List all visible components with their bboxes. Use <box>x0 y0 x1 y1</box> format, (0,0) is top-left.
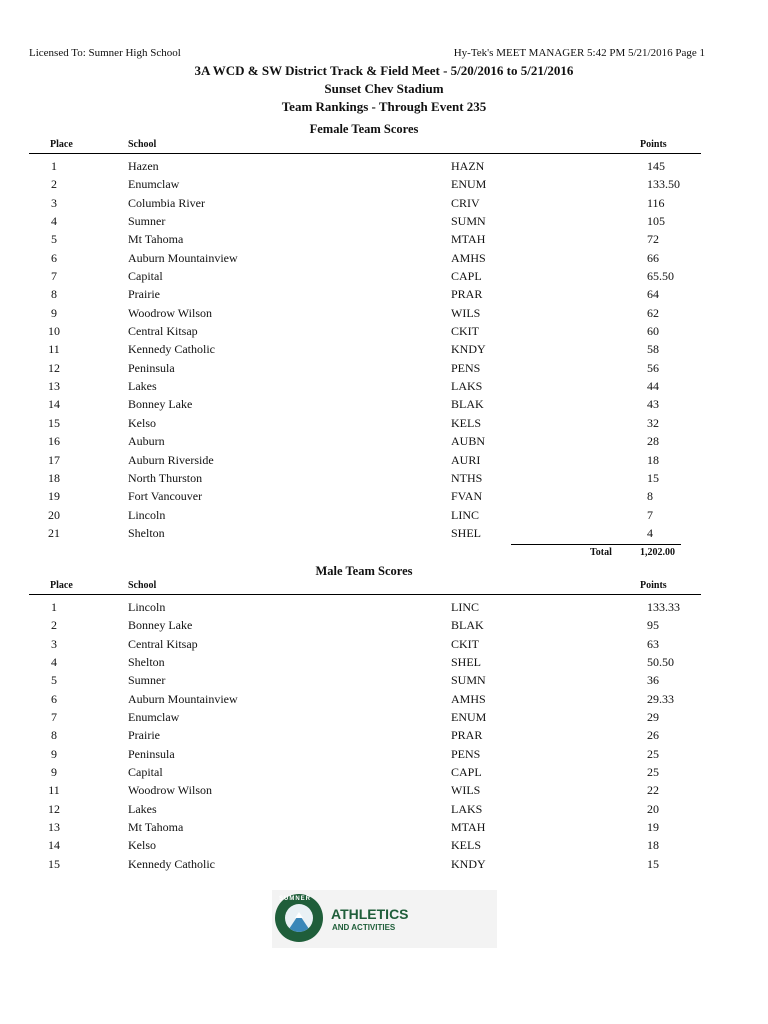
mountain-icon <box>285 904 313 932</box>
points-cell: 29 <box>647 710 659 725</box>
school-cell: Woodrow Wilson <box>128 783 212 798</box>
place-cell: 14 <box>48 838 60 853</box>
place-cell: 18 <box>48 470 60 485</box>
points-cell: 65.50 <box>647 269 674 284</box>
place-header: Place <box>50 139 73 150</box>
school-cell: Auburn Riverside <box>128 452 214 467</box>
code-cell: CAPL <box>451 765 482 780</box>
table-row <box>29 690 701 708</box>
school-cell: Lincoln <box>128 507 166 522</box>
code-cell: CAPL <box>451 269 482 284</box>
place-cell: 21 <box>48 525 60 540</box>
points-header: Points <box>640 580 667 591</box>
points-cell: 63 <box>647 636 659 651</box>
table-row <box>29 635 701 653</box>
code-cell: KNDY <box>451 856 486 871</box>
male-column-header <box>29 580 701 595</box>
table-row <box>29 616 701 634</box>
code-cell: SUMN <box>451 214 486 229</box>
place-cell: 12 <box>48 360 60 375</box>
table-row <box>29 726 701 744</box>
school-cell: North Thurston <box>128 470 203 485</box>
points-cell: 116 <box>647 195 665 210</box>
school-cell: Bonney Lake <box>128 397 193 412</box>
code-cell: LAKS <box>451 801 483 816</box>
code-cell: WILS <box>451 783 481 798</box>
school-cell: Prairie <box>128 728 160 743</box>
place-cell: 2 <box>51 618 57 633</box>
code-cell: FVAN <box>451 489 483 504</box>
school-cell: Woodrow Wilson <box>128 305 212 320</box>
points-cell: 133.50 <box>647 177 680 192</box>
school-cell: Capital <box>128 269 163 284</box>
place-cell: 15 <box>48 415 60 430</box>
code-cell: SHEL <box>451 525 481 540</box>
table-row <box>29 377 701 395</box>
school-cell: Hazen <box>128 159 159 173</box>
table-row <box>29 395 701 413</box>
report-title: Team Rankings - Through Event 235 <box>281 99 487 114</box>
total-value: 1,202.00 <box>640 547 675 558</box>
place-cell: 5 <box>51 673 57 688</box>
male-rows <box>29 598 701 873</box>
school-cell: Mt Tahoma <box>128 820 184 835</box>
school-cell: Auburn Mountainview <box>128 250 238 265</box>
place-cell: 7 <box>51 269 57 284</box>
female-column-header <box>29 139 701 154</box>
venue-title: Sunset Chev Stadium <box>324 81 444 96</box>
code-cell: CKIT <box>451 324 479 339</box>
school-cell: Kennedy Catholic <box>128 856 215 871</box>
logo-ring-text: SUMNER <box>279 896 312 902</box>
points-cell: 25 <box>647 746 659 761</box>
school-cell: Peninsula <box>128 746 175 761</box>
points-cell: 60 <box>647 324 659 339</box>
place-cell: 13 <box>48 379 60 394</box>
code-cell: SHEL <box>451 655 481 670</box>
place-cell: 6 <box>51 691 57 706</box>
school-cell: Lakes <box>128 379 157 394</box>
logo-sub-text: AND ACTIVITIES <box>332 923 396 932</box>
place-cell: 15 <box>48 856 60 871</box>
place-cell: 11 <box>48 342 60 357</box>
place-cell: 2 <box>51 177 57 192</box>
points-cell: 56 <box>647 360 659 375</box>
school-cell: Enumclaw <box>128 710 180 725</box>
code-cell: BLAK <box>451 618 484 633</box>
code-cell: MTAH <box>451 232 486 247</box>
points-cell: 8 <box>647 489 653 504</box>
male-section-title: Male Team Scores <box>315 564 413 578</box>
code-cell: HAZN <box>451 159 485 173</box>
table-row <box>29 745 701 763</box>
code-cell: WILS <box>451 305 481 320</box>
table-row <box>29 818 701 836</box>
place-cell: 9 <box>51 746 57 761</box>
points-cell: 66 <box>647 250 659 265</box>
school-header: School <box>128 580 157 591</box>
code-cell: CKIT <box>451 636 479 651</box>
place-cell: 14 <box>48 397 60 412</box>
table-row <box>29 322 701 340</box>
points-cell: 44 <box>647 379 659 394</box>
school-cell: Lincoln <box>128 600 166 614</box>
table-row <box>29 506 701 524</box>
points-cell: 133.33 <box>647 600 680 614</box>
school-cell: Shelton <box>128 655 165 670</box>
points-cell: 26 <box>647 728 659 743</box>
table-row <box>29 414 701 432</box>
code-cell: LINC <box>451 600 479 614</box>
points-cell: 25 <box>647 765 659 780</box>
place-cell: 3 <box>51 636 57 651</box>
license-line: Licensed To: Sumner High School <box>29 47 181 59</box>
school-cell: Central Kitsap <box>128 324 198 339</box>
school-cell: Peninsula <box>128 360 175 375</box>
school-cell: Prairie <box>128 287 160 302</box>
points-cell: 95 <box>647 618 659 633</box>
code-cell: AMHS <box>451 691 486 706</box>
table-row <box>29 340 701 358</box>
code-cell: ENUM <box>451 710 487 725</box>
table-row <box>29 175 701 193</box>
code-cell: BLAK <box>451 397 484 412</box>
place-cell: 9 <box>51 765 57 780</box>
code-cell: SUMN <box>451 673 486 688</box>
code-cell: LAKS <box>451 379 483 394</box>
place-cell: 4 <box>51 214 57 229</box>
school-cell: Central Kitsap <box>128 636 198 651</box>
place-cell: 19 <box>48 489 60 504</box>
code-cell: PENS <box>451 746 481 761</box>
meet-title: 3A WCD & SW District Track & Field Meet - 5/20/2016 to 5/21/2016 <box>194 63 574 78</box>
points-cell: 72 <box>647 232 659 247</box>
school-cell: Shelton <box>128 525 165 540</box>
school-cell: Auburn <box>128 434 165 449</box>
table-row <box>29 469 701 487</box>
place-cell: 20 <box>48 507 60 522</box>
school-cell: Sumner <box>128 673 166 688</box>
table-row <box>29 800 701 818</box>
female-rows <box>29 157 701 542</box>
table-row <box>29 653 701 671</box>
school-cell: Bonney Lake <box>128 618 193 633</box>
place-cell: 1 <box>51 600 57 614</box>
points-cell: 4 <box>647 525 653 540</box>
points-cell: 22 <box>647 783 659 798</box>
table-row <box>29 157 701 175</box>
code-cell: KELS <box>451 415 481 430</box>
female-section-title: Female Team Scores <box>309 122 419 136</box>
table-row <box>29 267 701 285</box>
place-cell: 8 <box>51 728 57 743</box>
table-row <box>29 249 701 267</box>
place-cell: 3 <box>51 195 57 210</box>
code-cell: LINC <box>451 507 479 522</box>
table-row <box>29 451 701 469</box>
table-row <box>29 781 701 799</box>
code-cell: ENUM <box>451 177 487 192</box>
school-cell: Mt Tahoma <box>128 232 184 247</box>
place-cell: 12 <box>48 801 60 816</box>
school-cell: Kennedy Catholic <box>128 342 215 357</box>
school-cell: Kelso <box>128 415 156 430</box>
points-cell: 64 <box>647 287 659 302</box>
points-cell: 19 <box>647 820 659 835</box>
table-row <box>29 230 701 248</box>
table-row <box>29 487 701 505</box>
place-cell: 8 <box>51 287 57 302</box>
school-header: School <box>128 139 157 150</box>
table-row <box>29 212 701 230</box>
points-cell: 62 <box>647 305 659 320</box>
code-cell: KNDY <box>451 342 486 357</box>
place-cell: 16 <box>48 434 60 449</box>
points-cell: 50.50 <box>647 655 674 670</box>
points-cell: 32 <box>647 415 659 430</box>
place-cell: 4 <box>51 655 57 670</box>
school-cell: Fort Vancouver <box>128 489 203 504</box>
points-cell: 105 <box>647 214 665 229</box>
table-row <box>29 194 701 212</box>
place-cell: 6 <box>51 250 57 265</box>
points-header: Points <box>640 139 667 150</box>
points-cell: 18 <box>647 838 659 853</box>
total-rule <box>511 544 681 545</box>
school-cell: Sumner <box>128 214 166 229</box>
code-cell: PENS <box>451 360 481 375</box>
points-cell: 15 <box>647 856 659 871</box>
place-cell: 10 <box>48 324 60 339</box>
points-cell: 7 <box>647 507 653 522</box>
points-cell: 145 <box>647 159 665 173</box>
code-cell: AUBN <box>451 434 486 449</box>
table-row <box>29 836 701 854</box>
table-row <box>29 763 701 781</box>
table-row <box>29 285 701 303</box>
total-label: Total <box>590 547 612 558</box>
table-row <box>29 432 701 450</box>
school-cell: Capital <box>128 765 163 780</box>
place-cell: 11 <box>48 783 60 798</box>
school-cell: Lakes <box>128 801 157 816</box>
points-cell: 36 <box>647 673 659 688</box>
school-cell: Auburn Mountainview <box>128 691 238 706</box>
table-row <box>29 598 701 616</box>
place-cell: 13 <box>48 820 60 835</box>
school-cell: Kelso <box>128 838 156 853</box>
points-cell: 43 <box>647 397 659 412</box>
logo-emblem <box>275 894 323 942</box>
points-cell: 15 <box>647 470 659 485</box>
points-cell: 18 <box>647 452 659 467</box>
software-line: Hy-Tek's MEET MANAGER 5:42 PM 5/21/2016 Page 1 <box>453 47 705 59</box>
table-row <box>29 359 701 377</box>
code-cell: KELS <box>451 838 481 853</box>
table-row <box>29 708 701 726</box>
table-row <box>29 524 701 542</box>
points-cell: 58 <box>647 342 659 357</box>
place-cell: 7 <box>51 710 57 725</box>
place-cell: 5 <box>51 232 57 247</box>
athletics-logo <box>272 890 497 948</box>
place-header: Place <box>50 580 73 591</box>
code-cell: AMHS <box>451 250 486 265</box>
code-cell: MTAH <box>451 820 486 835</box>
points-cell: 29.33 <box>647 691 674 706</box>
code-cell: PRAR <box>451 728 483 743</box>
code-cell: NTHS <box>451 470 483 485</box>
points-cell: 28 <box>647 434 659 449</box>
code-cell: PRAR <box>451 287 483 302</box>
place-cell: 9 <box>51 305 57 320</box>
code-cell: AURI <box>451 452 481 467</box>
code-cell: CRIV <box>451 195 480 210</box>
school-cell: Columbia River <box>128 195 205 210</box>
place-cell: 17 <box>48 452 60 467</box>
table-row <box>29 671 701 689</box>
table-row <box>29 855 701 873</box>
points-cell: 20 <box>647 801 659 816</box>
school-cell: Enumclaw <box>128 177 180 192</box>
table-row <box>29 304 701 322</box>
logo-main-text: ATHLETICS <box>331 906 409 922</box>
place-cell: 1 <box>51 159 57 173</box>
